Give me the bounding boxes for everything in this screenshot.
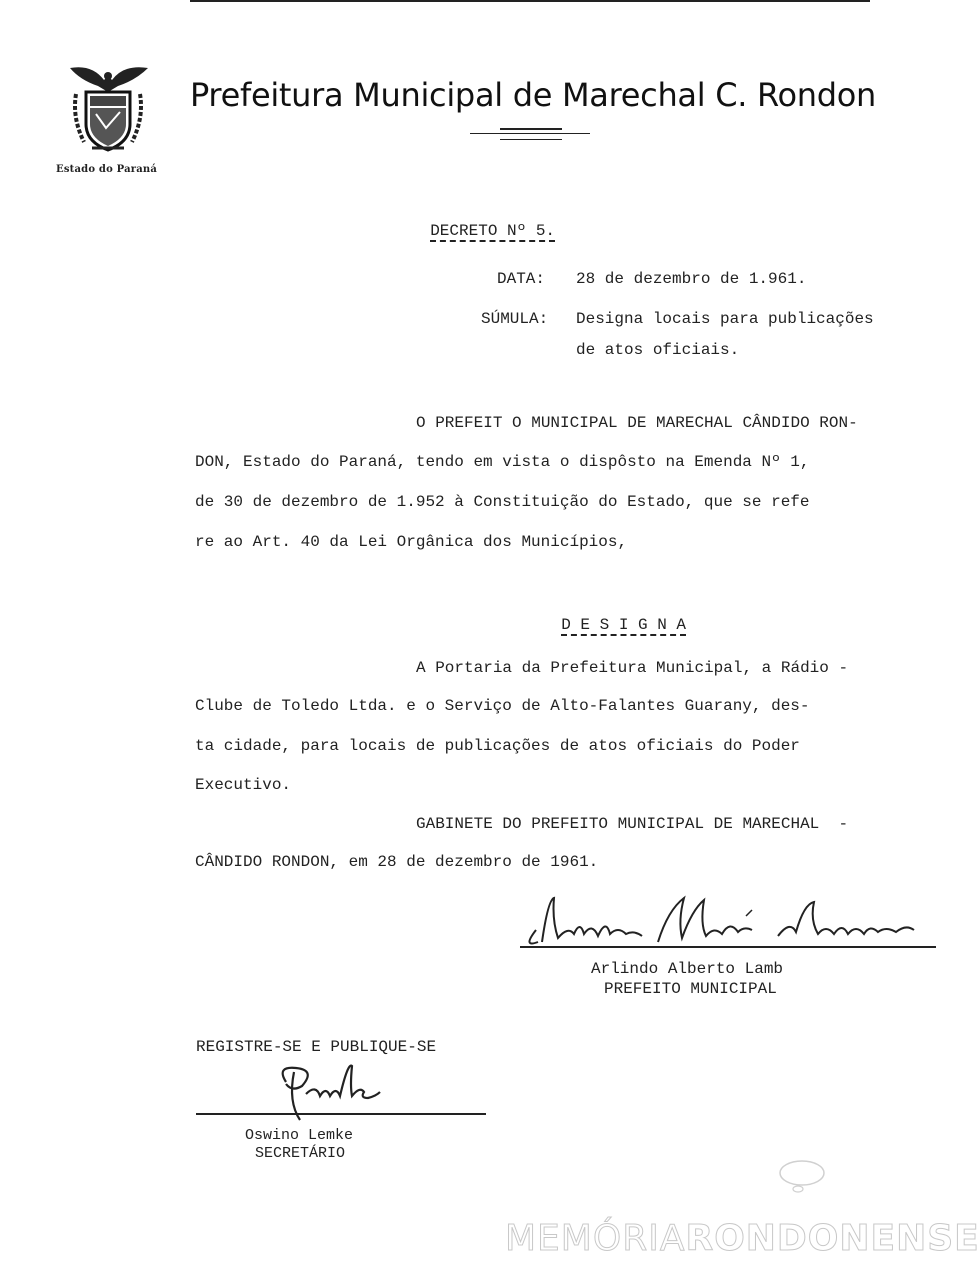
decree-heading-text: DECRETO Nº 5. bbox=[430, 222, 556, 240]
summary-line: de atos oficiais. bbox=[576, 341, 740, 359]
watermark-part2: RONDONENSE bbox=[685, 1218, 980, 1259]
mayor-name: Arlindo Alberto Lamb bbox=[591, 960, 784, 978]
preamble-line: DON, Estado do Paraná, tendo em vista o dispôsto na Emenda Nº 1, bbox=[195, 453, 810, 471]
secretary-title: SECRETÁRIO bbox=[255, 1145, 346, 1162]
title-ornament-rule bbox=[500, 128, 562, 130]
state-caption: Estado do Paraná bbox=[56, 164, 158, 175]
designa-line: A Portaria da Prefeitura Municipal, a Rádio - bbox=[416, 659, 849, 677]
coat-of-arms-icon bbox=[62, 58, 154, 154]
closing-line: CÂNDIDO RONDON, em 28 de dezembro de 1961. bbox=[195, 853, 599, 871]
mayor-signature-line bbox=[520, 946, 936, 948]
designa-line: ta cidade, para locais de publicações de atos oficiais do Poder bbox=[195, 737, 800, 755]
mayor-signature-icon bbox=[518, 890, 938, 950]
scan-edge-line bbox=[190, 0, 870, 2]
watermark-logo bbox=[505, 1218, 980, 1259]
secretary-name: Oswino Lemke bbox=[245, 1127, 354, 1144]
speech-bubble-icon bbox=[778, 1160, 826, 1196]
registration-text: REGISTRE-SE E PUBLIQUE-SE bbox=[196, 1038, 437, 1056]
letterhead-title: Prefeitura Municipal de Marechal C. Rondon bbox=[190, 76, 877, 114]
preamble-line: re ao Art. 40 da Lei Orgânica dos Municípios, bbox=[195, 533, 628, 551]
secretary-signature-line bbox=[196, 1113, 486, 1115]
designa-line: Clube de Toledo Ltda. e o Serviço de Alto-Falantes Guarany, des- bbox=[195, 697, 810, 715]
mayor-title: PREFEITO MUNICIPAL bbox=[604, 980, 777, 998]
preamble-line: O PREFEIT O MUNICIPAL DE MARECHAL CÂNDIDO RON- bbox=[416, 414, 858, 432]
watermark-part1: MEMÓRIA bbox=[505, 1218, 686, 1259]
designa-heading bbox=[542, 598, 686, 634]
title-ornament-rule bbox=[470, 133, 590, 134]
title-ornament-rule bbox=[500, 139, 562, 140]
designa-heading-text: D E S I G N A bbox=[561, 616, 687, 634]
date-label: DATA: bbox=[497, 270, 546, 288]
closing-line: GABINETE DO PREFEITO MUNICIPAL DE MARECHAL - bbox=[416, 815, 849, 833]
summary-label: SÚMULA: bbox=[481, 310, 549, 328]
preamble-line: de 30 de dezembro de 1.952 à Constituição do Estado, que se refe bbox=[195, 493, 810, 511]
designa-line: Executivo. bbox=[195, 776, 292, 794]
decree-heading bbox=[411, 204, 555, 240]
date-value: 28 de dezembro de 1.961. bbox=[576, 270, 807, 288]
summary-line: Designa locais para publicações bbox=[576, 310, 874, 328]
